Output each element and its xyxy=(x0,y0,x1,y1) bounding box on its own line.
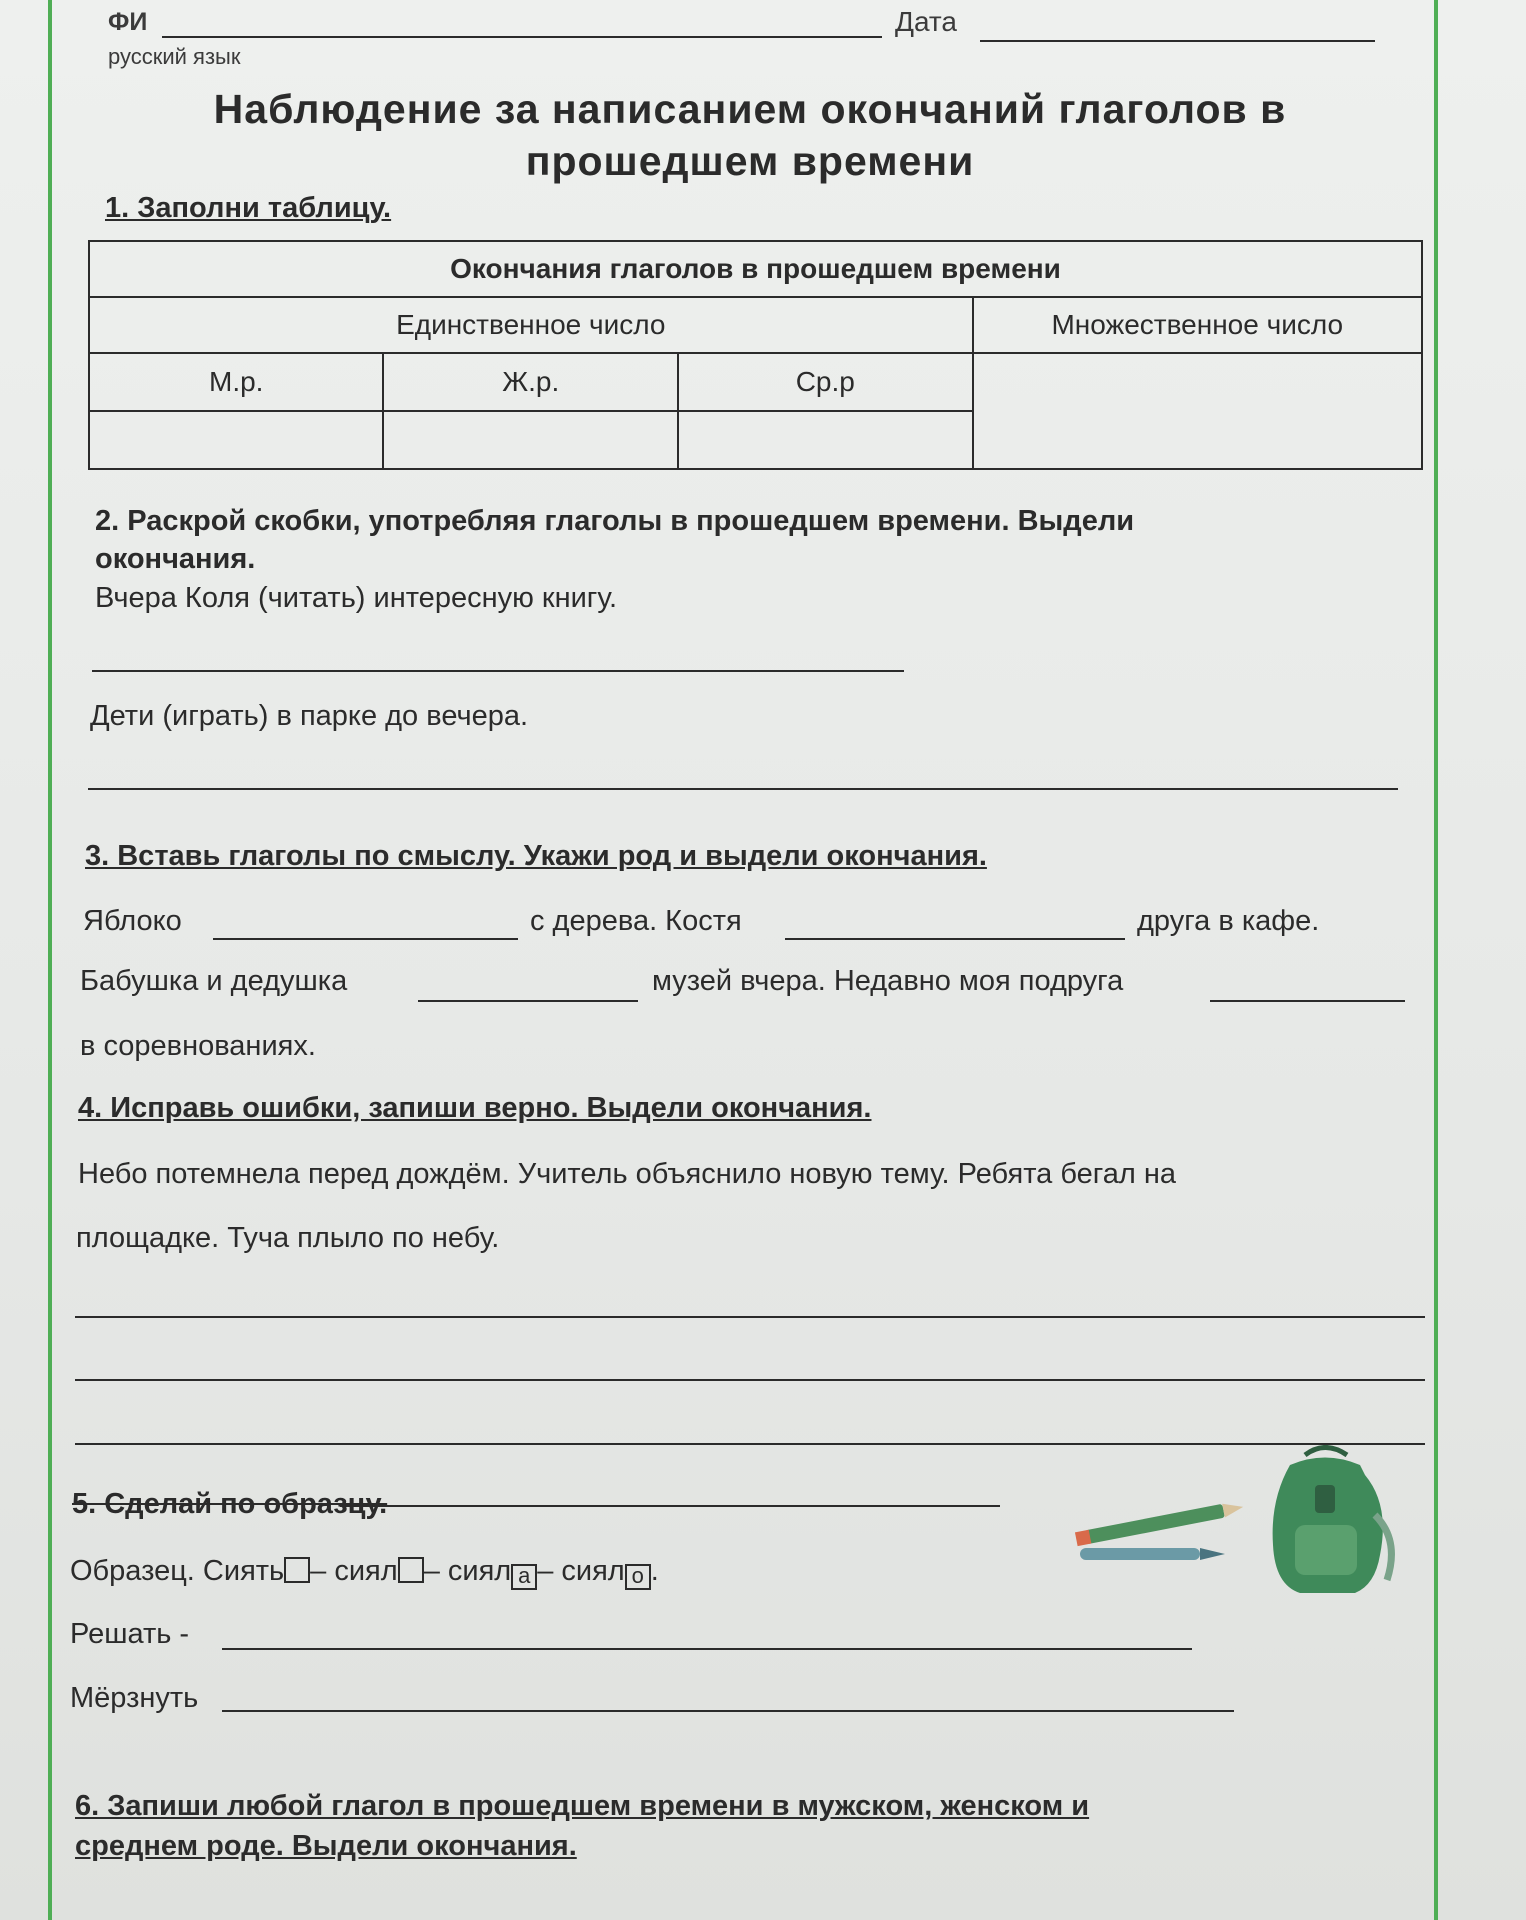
task4-heading: 4. Исправь ошибки, запиши верно. Выдели окончания. xyxy=(78,1092,872,1124)
backpack-icon xyxy=(1273,1448,1392,1594)
table-header-neut: Ср.р xyxy=(678,353,973,411)
answer-line[interactable] xyxy=(88,788,1398,790)
task3-competitions: в соревнованиях. xyxy=(80,1030,316,1062)
fio-line xyxy=(162,36,882,38)
subject-label: русский язык xyxy=(108,44,241,69)
task3-museum: музей вчера. Недавно моя подруга xyxy=(652,965,1124,997)
heading-line xyxy=(340,1505,1000,1507)
task3-grandparents: Бабушка и дедушка xyxy=(80,965,348,997)
page-title-line1: Наблюдение за написанием окончаний глаголов в xyxy=(213,86,1287,132)
blank-line[interactable] xyxy=(418,1000,638,1002)
table-header-masc: М.р. xyxy=(89,353,383,411)
blank-line[interactable] xyxy=(785,938,1125,940)
sample-word2: сиял xyxy=(334,1555,398,1587)
date-label: Дата xyxy=(895,6,958,37)
fio-label: ФИ xyxy=(108,8,148,36)
answer-line[interactable] xyxy=(222,1648,1192,1650)
task5-heading: 5. Сделай по образцу. xyxy=(72,1488,388,1520)
table-cell-neut[interactable] xyxy=(678,411,973,469)
date-line xyxy=(980,40,1375,42)
table-cell-masc[interactable] xyxy=(89,411,383,469)
blank-line[interactable] xyxy=(1210,1000,1405,1002)
table-cell-plural[interactable] xyxy=(973,353,1422,469)
answer-line[interactable] xyxy=(92,670,904,672)
task3-heading: 3. Вставь глаголы по смыслу. Укажи род и выдели окончания. xyxy=(85,840,987,872)
answer-line[interactable] xyxy=(75,1379,1425,1381)
blank-line[interactable] xyxy=(213,938,518,940)
task5-sample: Образец. Сиять – сиял – сиял а – сиял о . xyxy=(70,1555,659,1588)
ending-box xyxy=(284,1557,310,1583)
table-header-singular: Единственное число xyxy=(89,297,973,353)
task2-sentence1: Вчера Коля (читать) интересную книгу. xyxy=(95,582,618,614)
task5-merz: Мёрзнуть xyxy=(70,1682,199,1714)
task6-heading-line2: среднем роде. Выдели окончания. xyxy=(75,1830,577,1862)
task3-friend-cafe: друга в кафе. xyxy=(1137,905,1320,937)
answer-line[interactable] xyxy=(222,1710,1234,1712)
task2-heading-line2: окончания. xyxy=(95,543,256,575)
task3-apple: Яблоко xyxy=(83,905,182,937)
task4-text-line1: Небо потемнела перед дождём. Учитель объяснило новую тему. Ребята бегал на xyxy=(78,1158,1176,1190)
ending-box-a: а xyxy=(511,1564,537,1590)
pencil-icon xyxy=(1065,1445,1405,1620)
table-cell-fem[interactable] xyxy=(383,411,678,469)
sample-prefix: Образец. Сиять xyxy=(70,1555,285,1587)
task2-sentence2: Дети (играть) в парке до вечера. xyxy=(90,700,529,732)
table-caption: Окончания глаголов в прошедшем времени xyxy=(89,241,1422,297)
task2-heading-line1: 2. Раскрой скобки, употребляя глаголы в прошедшем времени. Выдели xyxy=(95,505,1135,537)
task6-heading-line1: 6. Запиши любой глагол в прошедшем времени в мужском, женском и xyxy=(75,1790,1090,1822)
sample-word4: сиял xyxy=(561,1555,625,1587)
task3-from-tree: с дерева. Костя xyxy=(530,905,742,937)
pen-icon xyxy=(1080,1548,1225,1560)
answer-line[interactable] xyxy=(75,1316,1425,1318)
endings-table xyxy=(88,240,1423,470)
table-header-plural: Множественное число xyxy=(973,297,1422,353)
task1-heading: 1. Заполни таблицу. xyxy=(105,192,392,224)
sample-word3: сиял xyxy=(447,1555,512,1587)
task4-text-line2: площадке. Туча плыло по небу. xyxy=(76,1222,500,1254)
page-title-line2: прошедшем времени xyxy=(525,138,975,184)
ending-box xyxy=(398,1557,424,1583)
ending-box-o: о xyxy=(625,1564,651,1590)
task5-resh: Решать - xyxy=(70,1618,190,1650)
table-header-fem: Ж.р. xyxy=(383,353,678,411)
stationery-illustration xyxy=(1065,1445,1405,1625)
